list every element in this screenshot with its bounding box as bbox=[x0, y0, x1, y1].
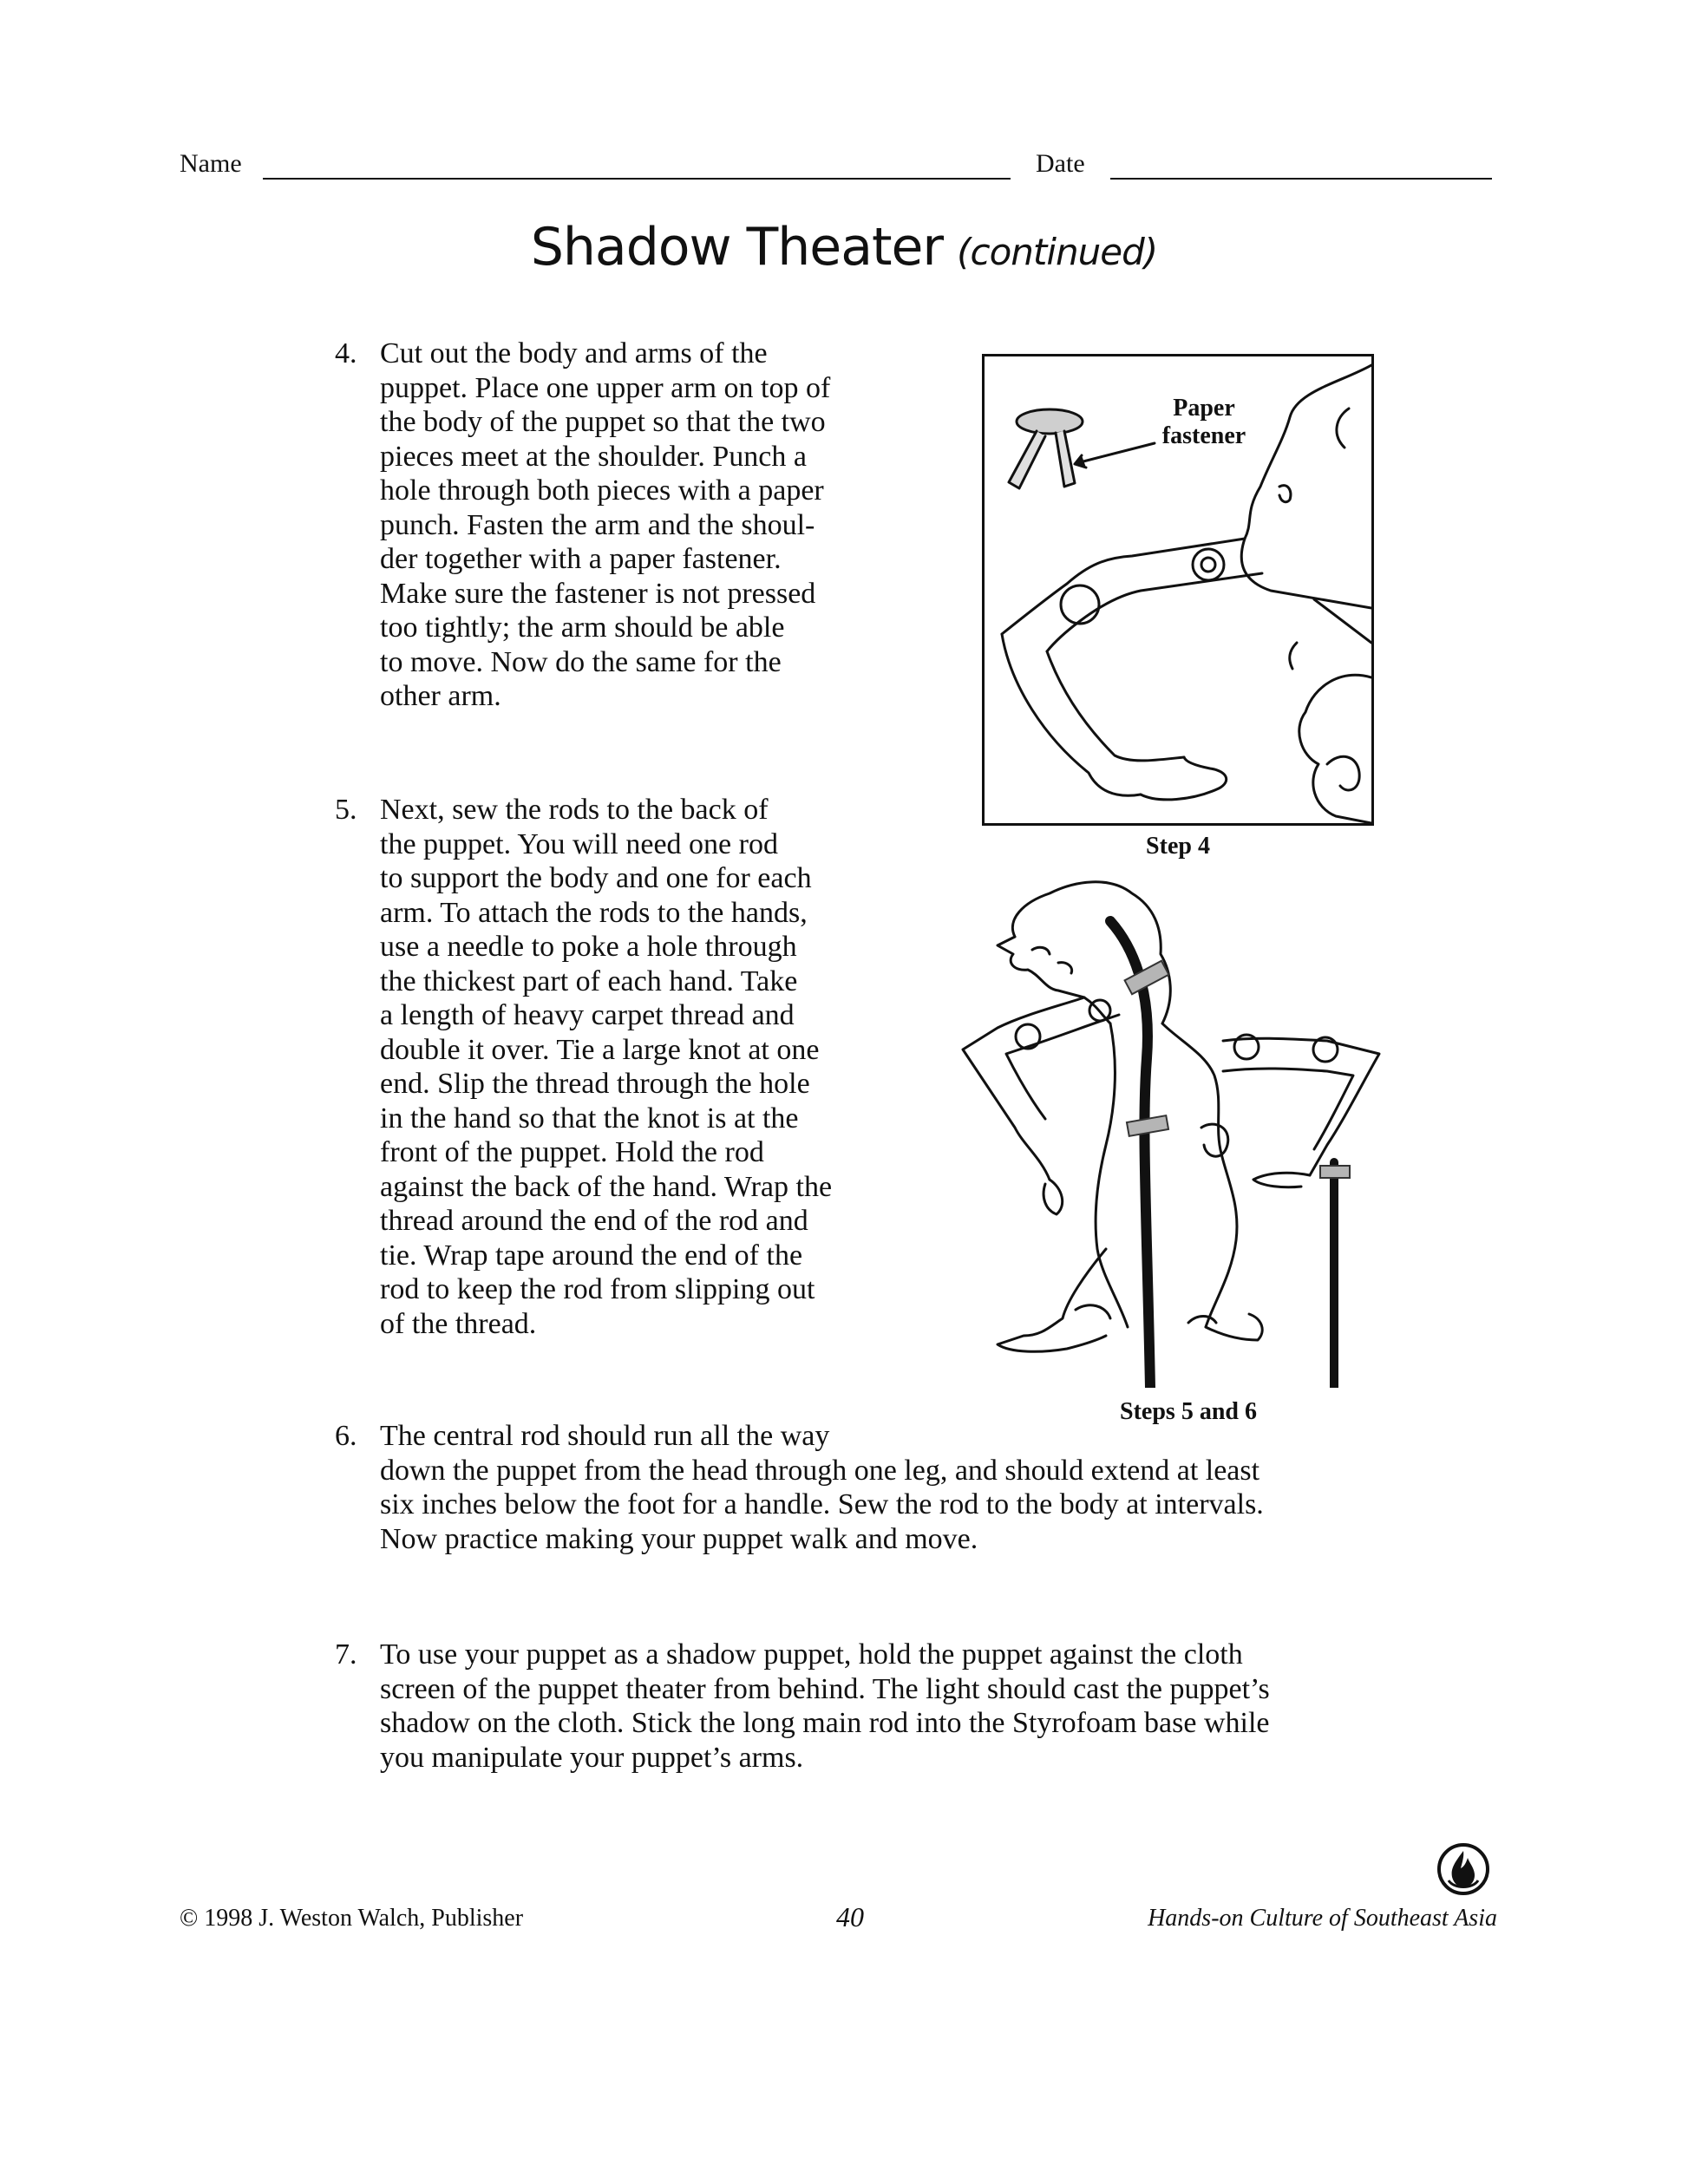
shoulder-joint-icon bbox=[1193, 549, 1224, 580]
flame-logo-icon bbox=[1436, 1842, 1490, 1896]
book-title-rest: Culture of Southeast Asia bbox=[1249, 1905, 1497, 1932]
tape-hand-icon bbox=[1320, 1166, 1350, 1178]
step4-caption: Step 4 bbox=[1146, 833, 1210, 860]
left-arm-inner-icon bbox=[1006, 1015, 1119, 1119]
step-text: The central rod should run all the way down the puppet from the head through one leg, and should extend at least six inches below the foot for a handle. Sew the rod to the body at intervals. Now practice making your puppet walk and move. bbox=[380, 1420, 1264, 1555]
footer-book-title bbox=[1128, 1905, 1497, 1932]
name-line[interactable] bbox=[263, 178, 1011, 180]
puppet-ear-icon bbox=[1337, 409, 1349, 448]
forearm-outer-icon bbox=[1002, 634, 1141, 795]
steps56-figure bbox=[945, 867, 1414, 1388]
paper-fastener-label: Paper fastener bbox=[1161, 395, 1246, 449]
fastener-head-icon bbox=[1017, 409, 1083, 434]
step-number: 5. bbox=[335, 794, 357, 826]
step-text: To use your puppet as a shadow puppet, hold the puppet against the cloth screen of the puppet theater from behind. The light should cast the puppet’s shadow on the cloth. Stick the long main rod into the Styrofoam base while you manipulate your puppet’s arms. bbox=[380, 1638, 1270, 1774]
steps56-caption: Steps 5 and 6 bbox=[1120, 1398, 1257, 1425]
body-outline-icon bbox=[1299, 675, 1371, 823]
step-number: 6. bbox=[335, 1420, 357, 1452]
right-ankle-icon bbox=[1188, 1317, 1216, 1324]
step-7 bbox=[335, 1638, 1462, 1785]
step-5 bbox=[335, 793, 925, 1348]
left-ankle-icon bbox=[1076, 1305, 1110, 1318]
left-elbow-icon bbox=[1016, 1024, 1040, 1049]
step-6 bbox=[335, 1419, 1462, 1566]
steps56-illustration bbox=[945, 867, 1414, 1388]
right-foot-icon bbox=[1206, 1314, 1262, 1340]
left-hand-icon bbox=[1044, 1180, 1063, 1214]
date-label: Date bbox=[1036, 149, 1085, 178]
right-hand-icon bbox=[1253, 1173, 1310, 1187]
puppet-face-icon bbox=[998, 937, 1110, 1023]
upper-arm-top-icon bbox=[1002, 539, 1245, 634]
fastener-hole-icon bbox=[1201, 558, 1215, 572]
torso-right-icon bbox=[1162, 1023, 1237, 1327]
body-line-icon bbox=[1290, 643, 1297, 669]
left-foot-icon bbox=[998, 1249, 1106, 1351]
fastener-prong-right-icon bbox=[1056, 431, 1075, 487]
forearm-inner-icon bbox=[1047, 651, 1184, 761]
footer-copyright: © 1998 J. Weston Walch, Publisher bbox=[180, 1905, 524, 1932]
title-main: Shadow Theater bbox=[530, 217, 944, 278]
step-4 bbox=[335, 337, 925, 718]
puppet-eye-icon bbox=[1279, 486, 1291, 502]
name-label: Name bbox=[180, 149, 242, 178]
body-curl-icon bbox=[1327, 756, 1359, 790]
step-text: Cut out the body and arms of the puppet. Place one upper arm on top of the body of the puppet so that the two pieces meet at the shoulder. Punch a hole through both pieces with a paper punch. Fasten the arm and the shoul- der together with a paper fastener. Make sure the fastener is not pressed too tightly; the arm should be able to move. Now do the same for the other arm. bbox=[380, 337, 831, 712]
step4-figure bbox=[982, 354, 1374, 826]
step-number: 4. bbox=[335, 337, 357, 369]
tape-body-icon bbox=[1127, 1115, 1168, 1136]
elbow-joint-icon bbox=[1061, 585, 1099, 624]
torso-left-icon bbox=[1096, 1023, 1128, 1327]
step-number: 7. bbox=[335, 1638, 357, 1671]
date-line[interactable] bbox=[1110, 178, 1492, 180]
page-title bbox=[0, 217, 1688, 278]
step-text: Next, sew the rods to the back of the puppet. You will need one rod to support the body and one for each arm. To attach the rods to the hands, use a needle to poke a hole through the thickest part of each hand. Take a length of heavy carpet thread and double it over. Tie a large knot at one end. Slip the thread through the hole in the hand so that the knot is at the front of the puppet. Hold the rod against the back of the hand. Wrap the thread around the end of the rod and tie. Wrap tape around the end of the rod to keep the rod from slipping out of the thread. bbox=[380, 794, 833, 1340]
puppet-eye-icon bbox=[1032, 947, 1050, 954]
hand-icon bbox=[1141, 757, 1227, 800]
title-sub: (continued) bbox=[957, 231, 1158, 273]
page-number: 40 bbox=[836, 1901, 864, 1932]
fastener-prong-left-icon bbox=[1009, 431, 1045, 488]
torso-curl-icon bbox=[1201, 1124, 1228, 1156]
book-title-italic: Hands-on bbox=[1148, 1905, 1244, 1932]
puppet-mustache-icon bbox=[1058, 963, 1072, 973]
